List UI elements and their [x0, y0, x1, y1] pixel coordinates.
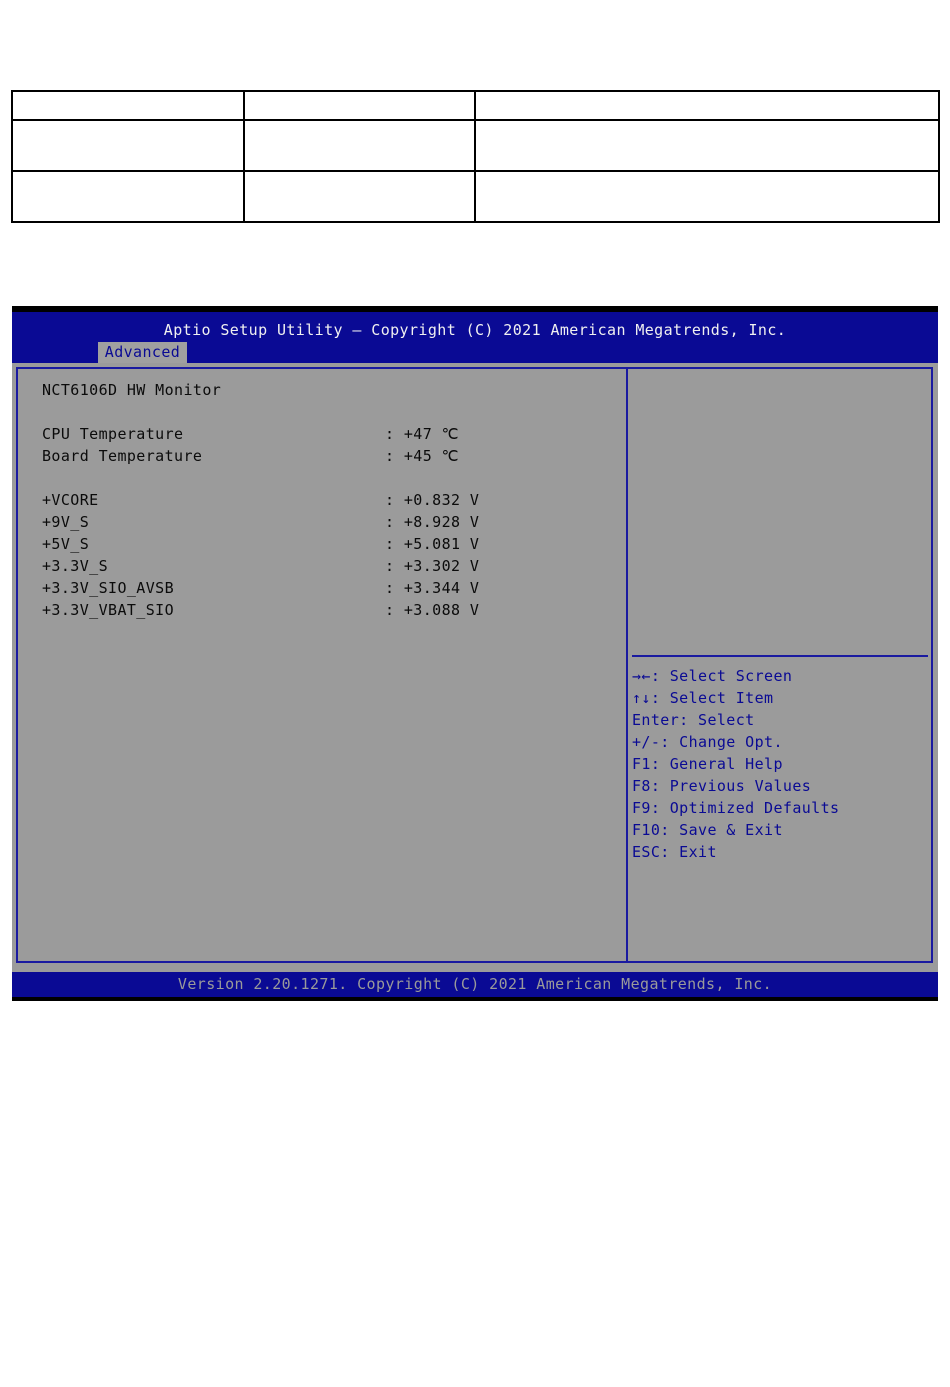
table-row: [12, 91, 939, 120]
help-general-help: F1: General Help: [632, 755, 783, 773]
reading-label-3-3v-sio-avsb: +3.3V_SIO_AVSB: [42, 579, 175, 597]
reading-value-board-temperature: : +45 ℃: [385, 447, 459, 465]
help-divider: [632, 655, 928, 657]
section-title: NCT6106D HW Monitor: [42, 381, 222, 399]
bios-screen: [12, 306, 938, 1001]
tab-advanced[interactable]: Advanced: [98, 342, 187, 363]
help-optimized-defaults: F9: Optimized Defaults: [632, 799, 840, 817]
footer-version: Version 2.20.1271. Copyright (C) 2021 American Megatrends, Inc.: [177, 975, 773, 993]
reading-label-9v-s: +9V_S: [42, 513, 90, 531]
reading-label-vcore: +VCORE: [42, 491, 99, 509]
reading-value-3-3v-s: : +3.302 V: [385, 557, 480, 575]
reading-value-3-3v-sio-avsb: : +3.344 V: [385, 579, 480, 597]
bios-title: Aptio Setup Utility – Copyright (C) 2021 American Megatrends, Inc.: [163, 321, 787, 339]
help-previous-values: F8: Previous Values: [632, 777, 812, 795]
help-save-exit: F10: Save & Exit: [632, 821, 783, 839]
help-change-opt: +/-: Change Opt.: [632, 733, 783, 751]
document-table: [11, 90, 940, 223]
table-cell: [244, 91, 475, 120]
reading-value-vcore: : +0.832 V: [385, 491, 480, 509]
help-exit: ESC: Exit: [632, 843, 717, 861]
table-row: [12, 120, 939, 171]
reading-value-5v-s: : +5.081 V: [385, 535, 480, 553]
table-cell: [475, 171, 939, 222]
reading-label-board-temperature: Board Temperature: [42, 447, 203, 465]
reading-value-cpu-temperature: : +47 ℃: [385, 425, 459, 443]
bios-header: [12, 312, 938, 363]
reading-value-3-3v-vbat-sio: : +3.088 V: [385, 601, 480, 619]
table-cell: [12, 120, 244, 171]
reading-value-9v-s: : +8.928 V: [385, 513, 480, 531]
reading-label-5v-s: +5V_S: [42, 535, 90, 553]
reading-label-3-3v-s: +3.3V_S: [42, 557, 109, 575]
help-select-item: ↑↓: Select Item: [632, 689, 774, 707]
table-row: [12, 171, 939, 222]
reading-label-3-3v-vbat-sio: +3.3V_VBAT_SIO: [42, 601, 175, 619]
table-cell: [244, 171, 475, 222]
table-cell: [244, 120, 475, 171]
table-cell: [12, 91, 244, 120]
bios-body: [12, 363, 938, 972]
main-panel: [16, 367, 628, 963]
table-cell: [475, 120, 939, 171]
help-enter-select: Enter: Select: [632, 711, 755, 729]
help-select-screen: →←: Select Screen: [632, 667, 793, 685]
table-cell: [475, 91, 939, 120]
reading-label-cpu-temperature: CPU Temperature: [42, 425, 184, 443]
help-panel: [627, 367, 933, 963]
bios-footer: [12, 972, 938, 997]
table-cell: [12, 171, 244, 222]
